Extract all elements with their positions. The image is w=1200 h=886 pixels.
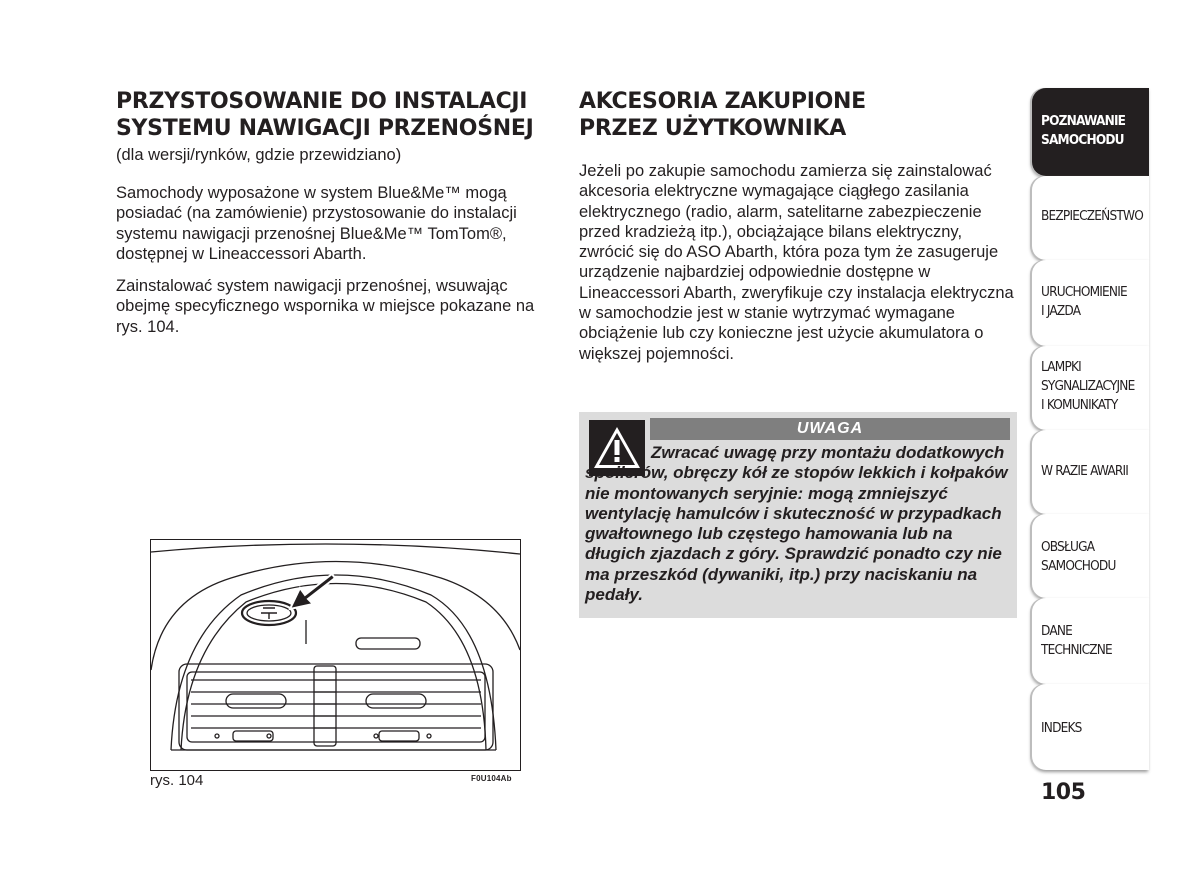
- sidebar-tab-label: DANE TECHNICZNE: [1041, 623, 1112, 658]
- right-title-line1: AKCESORIA ZAKUPIONE: [579, 89, 866, 114]
- right-section: [579, 88, 1019, 364]
- warning-text: Zwracać uwagę przy montażu dodatkowych spoilerów, obręczy kół ze stopów lekkich i kołpaków nie montowanych seryjnie: mogą zmniejszyć wentylację hamulców i skuteczność w przypadkach gwałtownego lub częstego hamowania lub na długich zjazdach z góry. Sprawdzić ponadto czy nie ma przeszkód (dywaniki, itp.) przy naciskaniu na pedały.: [585, 443, 1008, 605]
- figure-caption: rys. 104: [150, 772, 204, 789]
- sidebar-tab-label: W RAZIE AWARII: [1041, 463, 1129, 479]
- left-section: [116, 88, 556, 337]
- left-subtitle: (dla wersji/rynków, gdzie przewidziano): [116, 146, 402, 164]
- right-paragraph: Jeżeli po zakupie samochodu zamierza się zainstalować akcesoria elektryczne wymagające ciągłego zasilania elektrycznego (radio, alarm, satelitarne zabezpieczenie przed kradzieżą itp.), obciążające bilans elektryczny, zwrócić się do ASO Abarth, która poza tym że zasugeruje urządzenie najbardziej odpowiednie dostępne w Lineaccessori Abarth, zweryfikuje czy instalacja elektryczna w samochodzie jest w stanie wytrzymać wymagane obciążenie lub czy konieczne jest użycie akumulatora o większej pojemności.: [579, 162, 1014, 363]
- sidebar-tab-poznawanie[interactable]: [1032, 88, 1149, 176]
- left-paragraph-1: Samochody wyposażone w system Blue&Me™ mogą posiadać (na zamówienie) przystosowanie do instalacji systemu nawigacji przenośnej Blue&Me™ TomTom®, dostępnej w Lineaccessori Abarth.: [116, 184, 517, 263]
- sidebar-tab-label: BEZPIECZEŃSTWO: [1041, 208, 1143, 224]
- right-title-line2: PRZEZ UŻYTKOWNIKA: [579, 116, 847, 141]
- sidebar-tab-uruchomienie[interactable]: [1032, 260, 1149, 346]
- sidebar-tab-label: OBSŁUGA SAMOCHODU: [1041, 539, 1116, 574]
- pointer-arrow-icon: [290, 574, 335, 609]
- figure-code: F0U104Ab: [471, 774, 512, 783]
- sidebar-tab-label: LAMPKI SYGNALIZACYJNE I KOMUNIKATY: [1041, 359, 1135, 413]
- sidebar-tab-dane-techniczne[interactable]: [1032, 598, 1149, 684]
- right-section-title: [579, 88, 1019, 142]
- left-title-line2: SYSTEMU NAWIGACJI PRZENOŚNEJ: [116, 116, 534, 141]
- page-number: 105: [1041, 780, 1086, 805]
- sidebar-tab-label: POZNAWANIE SAMOCHODU: [1041, 113, 1126, 148]
- sidebar-tab-w-razie-awarii[interactable]: [1032, 430, 1149, 514]
- figure-104: [150, 539, 521, 771]
- warning-box: [579, 412, 1017, 618]
- left-section-title: [116, 88, 556, 142]
- sidebar-tab-label: URUCHOMIENIE I JAZDA: [1041, 284, 1127, 319]
- dashboard-vent-illustration: [151, 540, 520, 770]
- sidebar-tab-obsluga[interactable]: [1032, 514, 1149, 598]
- sidebar-tab-lampki[interactable]: [1032, 346, 1149, 430]
- warning-heading: UWAGA: [650, 418, 1010, 440]
- sidebar-tab-bezpieczenstwo[interactable]: [1032, 176, 1149, 260]
- sidebar-tab-indeks[interactable]: [1032, 684, 1149, 770]
- sidebar-tab-label: INDEKS: [1041, 720, 1082, 736]
- left-title-line1: PRZYSTOSOWANIE DO INSTALACJI: [116, 89, 528, 114]
- left-paragraph-2: Zainstalować system nawigacji przenośnej, wsuwając obejmę specyficznego wspornika w miejsce pokazane na rys. 104.: [116, 277, 535, 336]
